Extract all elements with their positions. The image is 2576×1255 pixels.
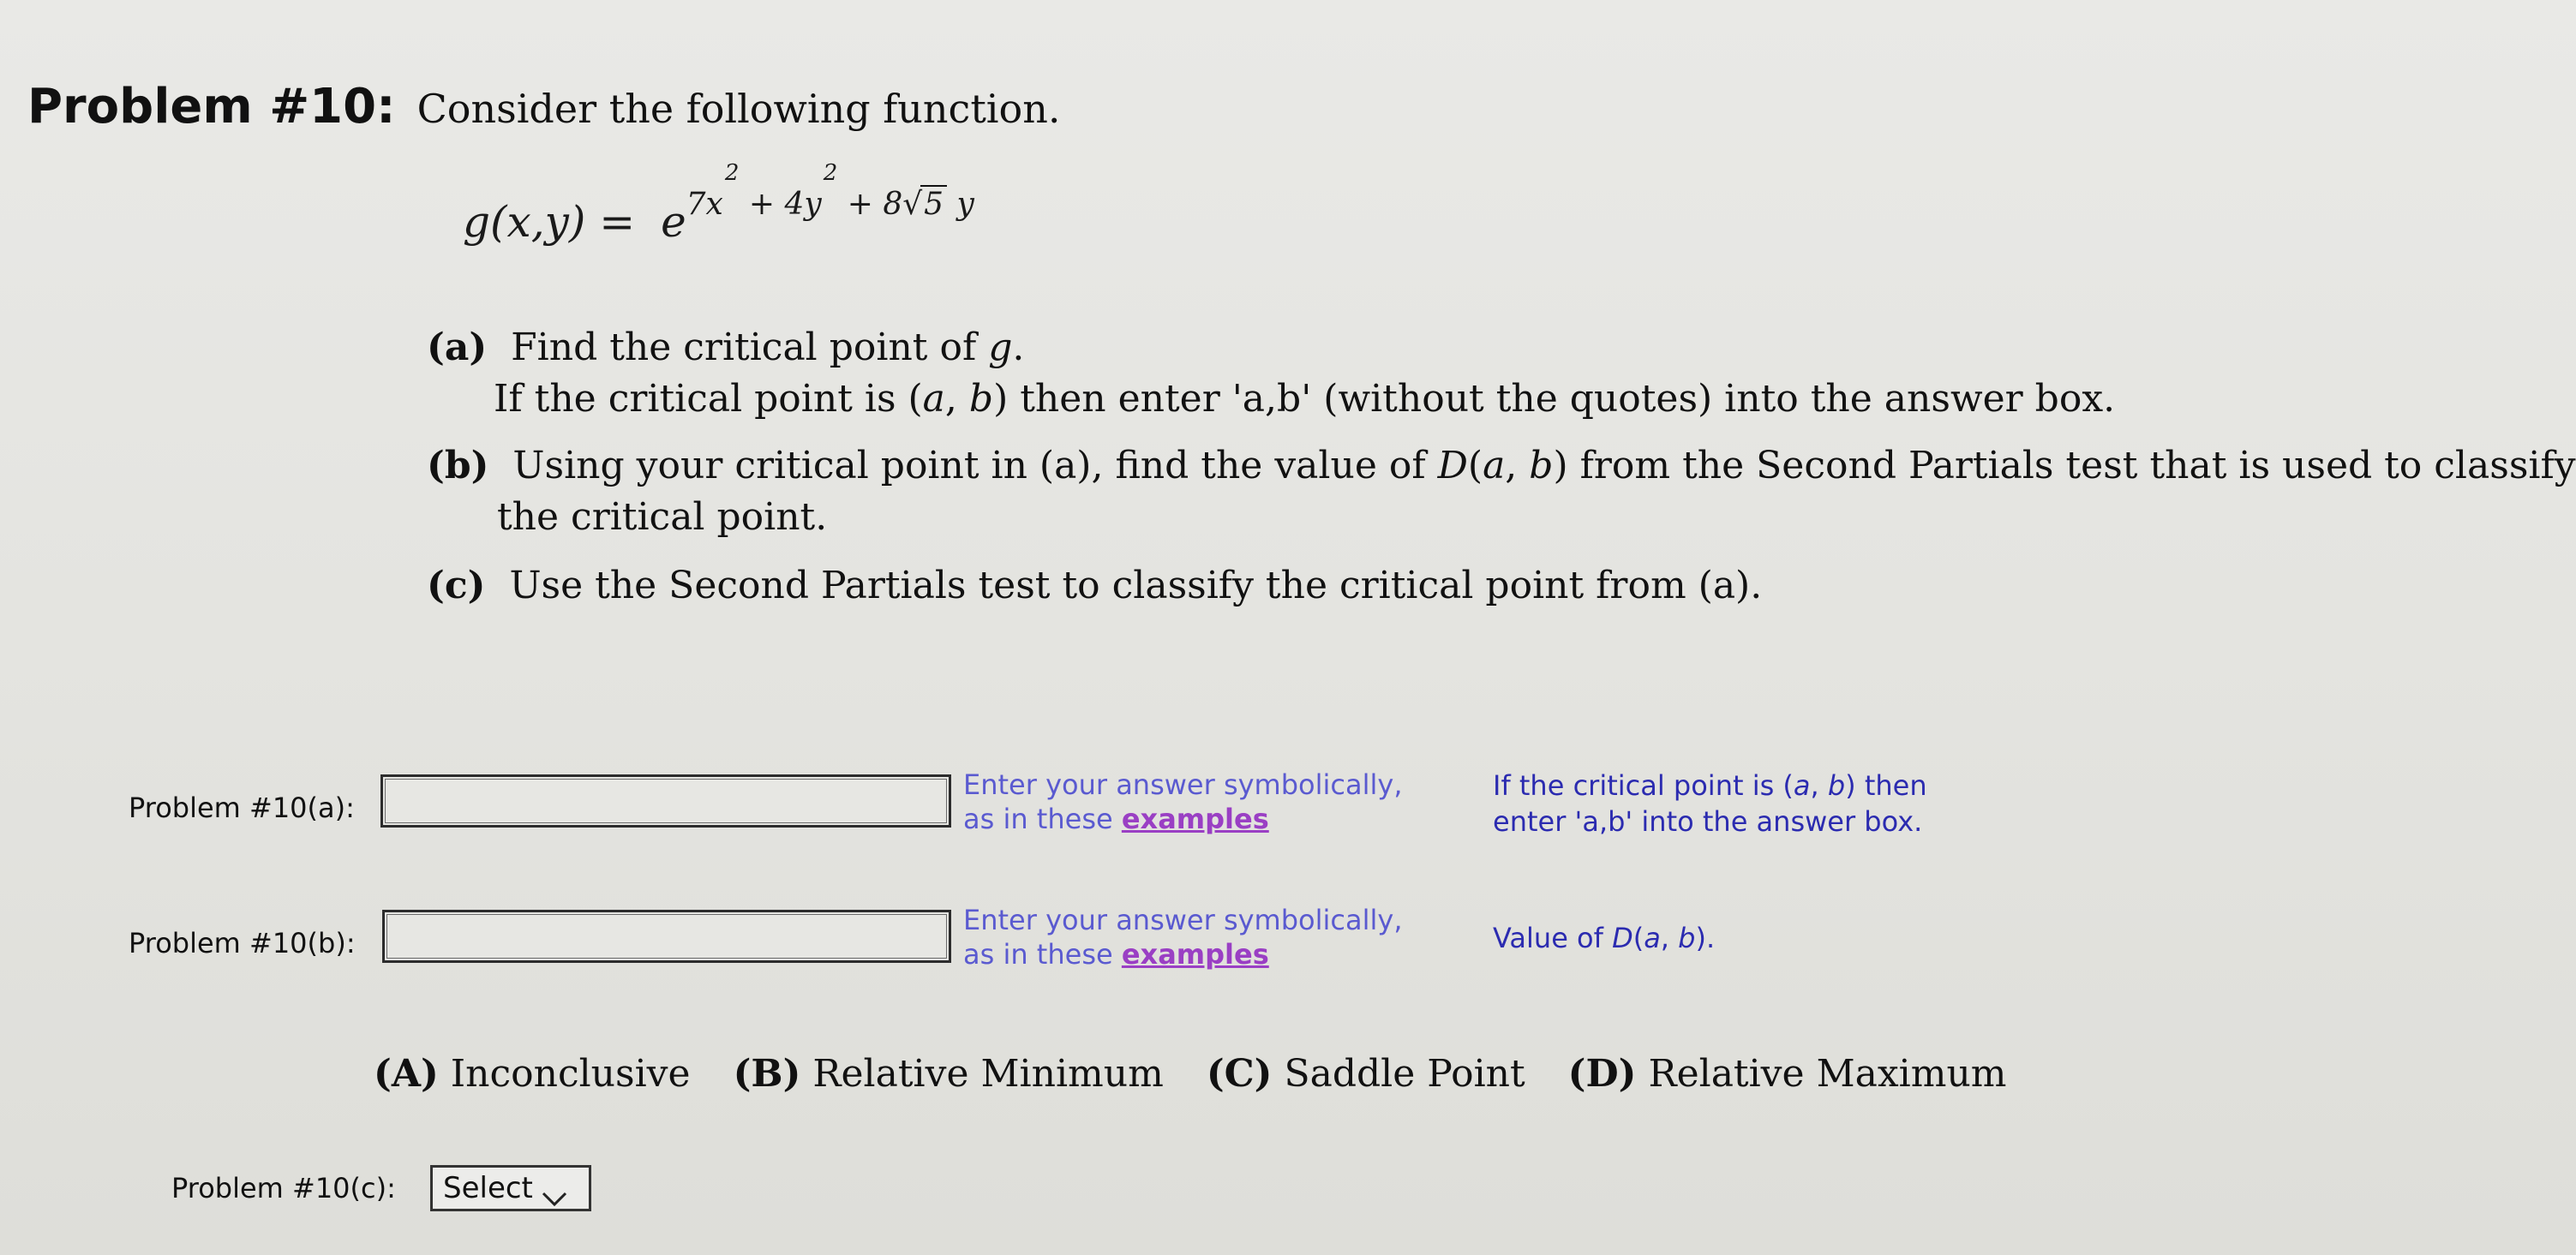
exponent-term-c-var: y [947, 187, 974, 222]
select-value: Select [443, 1171, 533, 1205]
option-c-key: (C) [1206, 1052, 1273, 1096]
option-c-text: Saddle Point [1272, 1052, 1525, 1096]
option-d-key: (D) [1567, 1052, 1637, 1096]
exponent-term-c: + 8√ [837, 187, 923, 222]
exponent-term-a-power: 2 [724, 160, 740, 186]
answer-a-hint [963, 768, 1402, 836]
part-a-text: Find the critical point of [511, 326, 989, 369]
answer-a-note-line2: enter 'a,b' into the answer box. [1493, 805, 1923, 838]
exponent-term-b-power: 2 [823, 160, 838, 186]
option-d [1568, 1052, 2007, 1096]
answer-c-select[interactable] [430, 1165, 591, 1211]
problem-number: Problem #10: [27, 79, 396, 134]
part-a-label: (a) [427, 326, 488, 369]
answer-b-note-var-b: b [1678, 922, 1696, 954]
option-b [734, 1052, 1164, 1096]
option-a [374, 1052, 691, 1096]
answer-a-note-then: ) then [1845, 769, 1927, 802]
classification-options [374, 1052, 2038, 1096]
function-formula [463, 160, 974, 247]
answer-a-label: Problem #10(a): [129, 792, 355, 824]
part-b-open: ( [1467, 444, 1483, 487]
exponent-term-a: 7x [686, 187, 723, 222]
answer-a-examples-link[interactable]: examples [1121, 803, 1269, 835]
part-b-comma: , [1505, 444, 1530, 487]
answer-b-note-var-a: a [1644, 922, 1661, 954]
answer-b-label: Problem #10(b): [129, 927, 356, 959]
problem-heading [27, 79, 1060, 134]
part-a-var: g [988, 326, 1013, 369]
option-c [1207, 1052, 1525, 1096]
answer-a-note-var-a: a [1793, 769, 1811, 802]
part-a [427, 322, 2115, 425]
part-a-period: . [1012, 326, 1025, 369]
part-b-var-D: D [1437, 444, 1468, 487]
part-b-var-b: b [1529, 444, 1554, 487]
exponent-term-b: + 4y [739, 187, 822, 222]
answer-b-note-open: ( [1632, 922, 1644, 954]
part-b-label: (b) [427, 444, 489, 487]
answer-a-hint-line2: as in these [963, 803, 1122, 835]
answer-b-note-end: ). [1695, 922, 1716, 954]
answer-b-note-comma: , [1660, 922, 1679, 954]
answer-b-note [1493, 920, 1715, 956]
problem-intro: Consider the following function. [416, 86, 1061, 132]
answer-b-examples-link[interactable]: examples [1121, 938, 1269, 971]
formula-base: e [661, 197, 686, 247]
answer-a-note-var-b: b [1827, 769, 1846, 802]
chevron-down-icon [542, 1180, 567, 1196]
answer-b-note-var-D: D [1612, 922, 1633, 954]
answer-b-hint-line1: Enter your answer symbolically, [963, 904, 1403, 936]
option-a-text: Inconclusive [438, 1052, 691, 1096]
option-a-key: (A) [374, 1052, 439, 1096]
answer-a-hint-line1: Enter your answer symbolically, [963, 768, 1403, 801]
part-a-instruction-end: ) then enter 'a,b' (without the quotes) into the answer box. [993, 377, 2116, 421]
answer-a-note-text: If the critical point is ( [1493, 769, 1794, 802]
part-b-text-end: ) from the Second Partials test that is used to classify [1553, 444, 2576, 487]
answer-a-note-comma: , [1810, 769, 1828, 802]
answer-a-note [1493, 768, 1927, 840]
part-b-var-a: a [1483, 444, 1506, 487]
formula-exponent [686, 160, 974, 222]
part-c [427, 560, 1762, 612]
answer-b-note-text: Value of [1493, 922, 1613, 954]
exponent-radicand: 5 [920, 185, 947, 222]
answer-b-hint-line2: as in these [963, 938, 1122, 971]
part-a-var-b: b [968, 377, 994, 421]
option-b-text: Relative Minimum [800, 1052, 1164, 1096]
answer-c-label: Problem #10(c): [171, 1172, 396, 1204]
part-a-var-a: a [922, 377, 945, 421]
part-c-text: Use the Second Partials test to classify the critical point from (a). [509, 564, 1763, 607]
answer-b-input[interactable] [382, 910, 951, 963]
part-b [427, 440, 2576, 543]
part-a-instruction: If the critical point is ( [494, 377, 923, 421]
formula-lhs: g(x,y) = [463, 197, 636, 247]
option-b-key: (B) [733, 1052, 801, 1096]
answer-b-hint [963, 903, 1402, 971]
part-b-line2: the critical point. [497, 495, 828, 539]
part-a-comma: , [944, 377, 969, 421]
answer-a-input[interactable] [380, 774, 951, 828]
option-d-text: Relative Maximum [1636, 1052, 2007, 1096]
part-b-text: Using your critical point in (a), find the value of [512, 444, 1438, 487]
part-c-label: (c) [427, 564, 486, 607]
